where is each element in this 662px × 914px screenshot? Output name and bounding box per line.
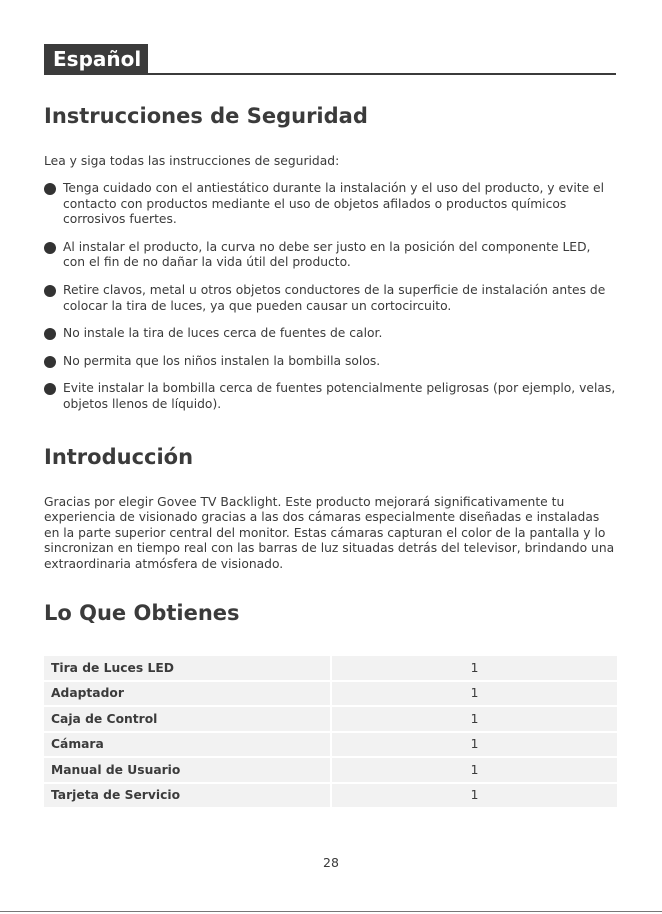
list-item-text: Tenga cuidado con el antiestático durante la instalación y el uso del producto, y evite el contacto con productos mediante el uso de objetos afilados o productos químicos corrosivos fuertes. xyxy=(63,181,605,227)
safety-title: Instrucciones de Seguridad xyxy=(44,104,368,128)
language-rule xyxy=(44,73,616,75)
introduction-title: Introducción xyxy=(44,445,194,469)
language-tag: Español xyxy=(44,44,148,74)
item-name: Caja de Control xyxy=(44,707,332,731)
list-item xyxy=(44,283,616,314)
bullet-dot-icon xyxy=(44,285,56,297)
table-row xyxy=(44,656,617,680)
bottom-rule xyxy=(0,911,662,912)
table-row xyxy=(44,784,617,808)
safety-list xyxy=(44,181,616,413)
safety-intro: Lea y siga todas las instrucciones de seguridad: xyxy=(44,154,340,168)
list-item-text: Retire clavos, metal u otros objetos conductores de la superficie de instalación antes de colocar la tira de luces, ya que pueden causar un cortocircuito. xyxy=(63,282,606,313)
list-item-text: No permita que los niños instalen la bombilla solos. xyxy=(63,353,381,368)
list-item xyxy=(44,381,616,412)
item-quantity: 1 xyxy=(332,682,617,706)
item-name: Cámara xyxy=(44,733,332,757)
list-item xyxy=(44,240,616,271)
list-item xyxy=(44,326,616,342)
language-header xyxy=(44,44,616,76)
item-name: Adaptador xyxy=(44,682,332,706)
contents-title: Lo Que Obtienes xyxy=(44,601,240,625)
item-quantity: 1 xyxy=(332,733,617,757)
item-name: Tarjeta de Servicio xyxy=(44,784,332,808)
table-row xyxy=(44,707,617,731)
item-quantity: 1 xyxy=(332,707,617,731)
bullet-dot-icon xyxy=(44,183,56,195)
table-row xyxy=(44,758,617,782)
bullet-dot-icon xyxy=(44,356,56,368)
bullet-dot-icon xyxy=(44,383,56,395)
table-row xyxy=(44,733,617,757)
list-item xyxy=(44,181,616,228)
item-quantity: 1 xyxy=(332,758,617,782)
item-quantity: 1 xyxy=(332,784,617,808)
bullet-dot-icon xyxy=(44,328,56,340)
introduction-text: Gracias por elegir Govee TV Backlight. Este producto mejorará significativamente tu experiencia de visionado gracias a las dos cámaras especialmente diseñadas e instaladas en la parte superior central del monitor. Estas cámaras capturan el color de la pantalla y lo sincronizan en tiempo real con las barras de luz situadas detrás del televisor, brindando una extraordinaria atmósfera de visionado. xyxy=(44,495,615,571)
page-number: 28 xyxy=(323,855,339,870)
contents-table xyxy=(44,654,617,809)
item-quantity: 1 xyxy=(332,656,617,680)
list-item-text: Al instalar el producto, la curva no debe ser justo en la posición del componente LED, con el fin de no dañar la vida útil del producto. xyxy=(63,239,591,270)
list-item-text: Evite instalar la bombilla cerca de fuentes potencialmente peligrosas (por ejemplo, velas, objetos llenos de líquido). xyxy=(63,381,616,411)
item-name: Tira de Luces LED xyxy=(44,656,332,680)
item-name: Manual de Usuario xyxy=(44,758,332,782)
list-item xyxy=(44,354,616,370)
table-row xyxy=(44,682,617,706)
list-item-text: No instale la tira de luces cerca de fuentes de calor. xyxy=(63,326,383,341)
bullet-dot-icon xyxy=(44,242,56,254)
